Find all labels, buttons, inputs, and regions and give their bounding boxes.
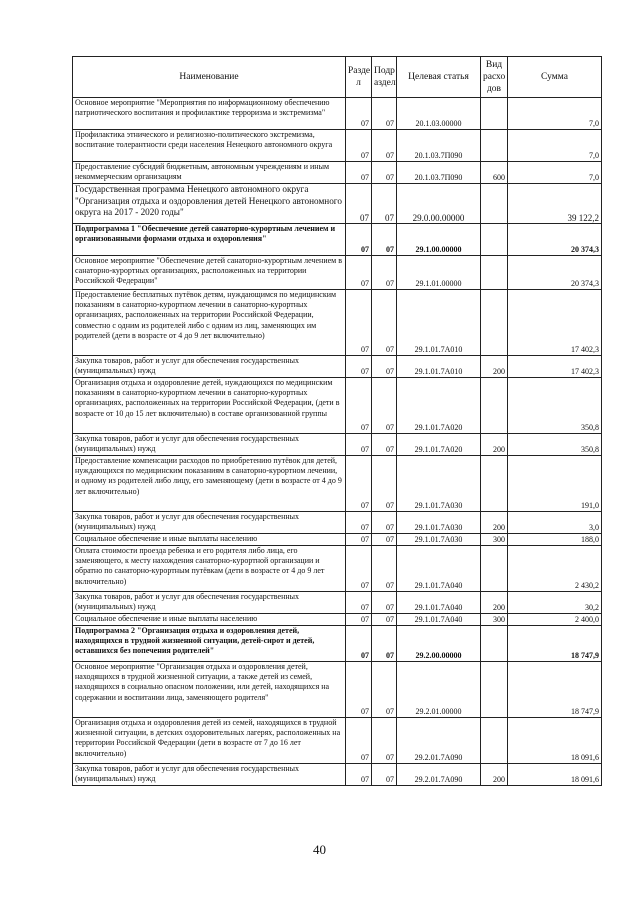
table-row bbox=[73, 626, 602, 662]
table-row bbox=[73, 456, 602, 512]
row-type: 300 bbox=[481, 614, 508, 626]
row-section: 07 bbox=[346, 98, 372, 130]
table-row bbox=[73, 130, 602, 162]
row-target: 29.1.01.7А030 bbox=[397, 512, 481, 534]
row-target: 29.1.01.7А010 bbox=[397, 290, 481, 356]
row-type: 200 bbox=[481, 512, 508, 534]
row-amount: 188,0 bbox=[508, 534, 602, 546]
row-subsection: 07 bbox=[372, 98, 397, 130]
row-section: 07 bbox=[346, 356, 372, 378]
header-subsection: Подр аздел bbox=[372, 57, 397, 98]
row-section: 07 bbox=[346, 130, 372, 162]
row-name: Закупка товаров, работ и услуг для обеспечения государственных (муниципальных) нужд bbox=[73, 434, 346, 456]
row-target: 29.1.01.00000 bbox=[397, 256, 481, 290]
row-subsection: 07 bbox=[372, 434, 397, 456]
row-section: 07 bbox=[346, 614, 372, 626]
row-name: Организация отдыха и оздоровление детей, нуждающихся по медицинским показаниям в санаторно-курортном лечении в санаторно-курортных организациях, расположенных на территории Российской Федерации, (дети в возрасте от 10 до 15 лет включительно) в составе организованной группы bbox=[73, 378, 346, 434]
row-subsection: 07 bbox=[372, 290, 397, 356]
row-section: 07 bbox=[346, 434, 372, 456]
table-row bbox=[73, 534, 602, 546]
table-row bbox=[73, 256, 602, 290]
row-name: Подпрограмма 1 "Обеспечение детей санаторно-курортным лечением и организованными формами отдыха и оздоровления" bbox=[73, 224, 346, 256]
row-target: 29.1.01.7А030 bbox=[397, 456, 481, 512]
row-subsection: 07 bbox=[372, 378, 397, 434]
header-expense-type: Вид расхо дов bbox=[481, 57, 508, 98]
row-name: Основное мероприятие "Мероприятия по информационному обеспечению патриотического воспитания и профилактике терроризма и экстремизма" bbox=[73, 98, 346, 130]
row-target: 29.1.01.7А020 bbox=[397, 434, 481, 456]
row-type: 600 bbox=[481, 162, 508, 184]
table-row bbox=[73, 98, 602, 130]
row-subsection: 07 bbox=[372, 764, 397, 786]
row-amount: 17 402,3 bbox=[508, 290, 602, 356]
row-section: 07 bbox=[346, 534, 372, 546]
row-type: 200 bbox=[481, 356, 508, 378]
row-target: 29.1.01.7А040 bbox=[397, 546, 481, 592]
row-amount: 39 122,2 bbox=[508, 184, 602, 224]
row-subsection: 07 bbox=[372, 718, 397, 764]
row-amount: 20 374,3 bbox=[508, 224, 602, 256]
row-subsection: 07 bbox=[372, 356, 397, 378]
row-type: 300 bbox=[481, 534, 508, 546]
row-name: Организация отдыха и оздоровления детей из семей, находящихся в трудной жизненной ситуации, в детских оздоровительных лагерях, расположенных на территории Российской Федерации (дети в возрасте от 7 до 16 лет включительно) bbox=[73, 718, 346, 764]
row-type bbox=[481, 546, 508, 592]
row-type bbox=[481, 626, 508, 662]
row-name: Закупка товаров, работ и услуг для обеспечения государственных (муниципальных) нужд bbox=[73, 356, 346, 378]
row-target: 20.1.03.7П090 bbox=[397, 130, 481, 162]
table-row bbox=[73, 378, 602, 434]
row-amount: 191,0 bbox=[508, 456, 602, 512]
row-amount: 18 091,6 bbox=[508, 718, 602, 764]
row-subsection: 07 bbox=[372, 592, 397, 614]
row-target: 29.2.01.7А090 bbox=[397, 718, 481, 764]
row-target: 29.1.01.7А020 bbox=[397, 378, 481, 434]
header-name: Наименование bbox=[73, 57, 346, 98]
row-subsection: 07 bbox=[372, 662, 397, 718]
row-section: 07 bbox=[346, 718, 372, 764]
table-row bbox=[73, 356, 602, 378]
row-amount: 20 374,3 bbox=[508, 256, 602, 290]
table-row bbox=[73, 546, 602, 592]
row-type bbox=[481, 98, 508, 130]
row-amount: 2 430,2 bbox=[508, 546, 602, 592]
row-name: Закупка товаров, работ и услуг для обеспечения государственных (муниципальных) нужд bbox=[73, 512, 346, 534]
row-amount: 18 747,9 bbox=[508, 662, 602, 718]
header-section: Разде л bbox=[346, 57, 372, 98]
row-subsection: 07 bbox=[372, 224, 397, 256]
row-amount: 30,2 bbox=[508, 592, 602, 614]
row-type bbox=[481, 290, 508, 356]
row-section: 07 bbox=[346, 378, 372, 434]
row-type: 200 bbox=[481, 592, 508, 614]
row-amount: 2 400,0 bbox=[508, 614, 602, 626]
row-target: 29.1.01.7А010 bbox=[397, 356, 481, 378]
table-row bbox=[73, 434, 602, 456]
row-amount: 7,0 bbox=[508, 98, 602, 130]
row-subsection: 07 bbox=[372, 546, 397, 592]
row-subsection: 07 bbox=[372, 130, 397, 162]
header-amount: Сумма bbox=[508, 57, 602, 98]
header-target: Целевая статья bbox=[397, 57, 481, 98]
row-name: Предоставление бесплатных путёвок детям, нуждающимся по медицинским показаниям в санаторно-курортном лечении в санаторно-курортных организациях, расположенных на территории Российской Федерации, совместно с одним из родителей либо с одним из лиц, заменяющих им родителей (дети в возрасте от 4 до 9 лет включительно) bbox=[73, 290, 346, 356]
row-type bbox=[481, 224, 508, 256]
row-section: 07 bbox=[346, 626, 372, 662]
row-name: Социальное обеспечение и иные выплаты населению bbox=[73, 534, 346, 546]
row-target: 29.2.01.00000 bbox=[397, 662, 481, 718]
row-type: 200 bbox=[481, 764, 508, 786]
row-name: Предоставление компенсации расходов по приобретению путёвок для детей, нуждающихся по медицинским показаниям в санаторно-курортном лечении, и одному из родителей либо лицу, его заменяющему (дети в возрасте от 4 до 9 лет включительно) bbox=[73, 456, 346, 512]
row-section: 07 bbox=[346, 162, 372, 184]
row-subsection: 07 bbox=[372, 456, 397, 512]
row-name: Оплата стоимости проезда ребенка и его родителя либо лица, его заменяющего, к месту нахождения санаторно-курортной организации и обратно по санаторно-курортным путёвкам (дети в возрасте от 4 до 9 лет включительно) bbox=[73, 546, 346, 592]
row-section: 07 bbox=[346, 662, 372, 718]
row-amount: 7,0 bbox=[508, 130, 602, 162]
row-target: 29.1.01.7А040 bbox=[397, 614, 481, 626]
row-type bbox=[481, 456, 508, 512]
row-type bbox=[481, 378, 508, 434]
row-type bbox=[481, 256, 508, 290]
row-name: Основное мероприятие "Организация отдыха и оздоровления детей, находящихся в трудной жизненной ситуации, а также детей из семей, находящихся в социально опасном положении, или детей, находящихся на содержании и воспитании лица, заменяющего родителя" bbox=[73, 662, 346, 718]
row-amount: 18 091,6 bbox=[508, 764, 602, 786]
row-section: 07 bbox=[346, 764, 372, 786]
row-subsection: 07 bbox=[372, 512, 397, 534]
table-row bbox=[73, 184, 602, 224]
row-amount: 7,0 bbox=[508, 162, 602, 184]
row-subsection: 07 bbox=[372, 162, 397, 184]
row-amount: 350,8 bbox=[508, 434, 602, 456]
row-name: Закупка товаров, работ и услуг для обеспечения государственных (муниципальных) нужд bbox=[73, 764, 346, 786]
row-name: Профилактика этнического и религиозно-политического экстремизма, воспитание толерантности среди населения Ненецкого автономного округа bbox=[73, 130, 346, 162]
table-row bbox=[73, 224, 602, 256]
table-row bbox=[73, 718, 602, 764]
row-target: 20.1.03.00000 bbox=[397, 98, 481, 130]
row-type: 200 bbox=[481, 434, 508, 456]
row-target: 29.1.01.7А030 bbox=[397, 534, 481, 546]
row-name: Основное мероприятие "Обеспечение детей санаторно-курортным лечением в санаторно-курортных организациях, расположенных на территории Российской Федерации" bbox=[73, 256, 346, 290]
table-row bbox=[73, 764, 602, 786]
table-row bbox=[73, 162, 602, 184]
table-row bbox=[73, 592, 602, 614]
row-name: Социальное обеспечение и иные выплаты населению bbox=[73, 614, 346, 626]
row-section: 07 bbox=[346, 224, 372, 256]
row-amount: 3,0 bbox=[508, 512, 602, 534]
table-row bbox=[73, 512, 602, 534]
budget-page bbox=[72, 56, 601, 786]
row-name: Государственная программа Ненецкого автономного округа "Организация отдыха и оздоровления детей Ненецкого автономного округа на 2017 - 2020 годы" bbox=[73, 184, 346, 224]
row-target: 29.0.00.00000 bbox=[397, 184, 481, 224]
row-type bbox=[481, 718, 508, 764]
row-name: Закупка товаров, работ и услуг для обеспечения государственных (муниципальных) нужд bbox=[73, 592, 346, 614]
row-section: 07 bbox=[346, 290, 372, 356]
table-row bbox=[73, 662, 602, 718]
row-amount: 350,8 bbox=[508, 378, 602, 434]
row-section: 07 bbox=[346, 456, 372, 512]
row-target: 29.2.00.00000 bbox=[397, 626, 481, 662]
row-section: 07 bbox=[346, 546, 372, 592]
row-target: 29.1.00.00000 bbox=[397, 224, 481, 256]
row-type bbox=[481, 130, 508, 162]
row-section: 07 bbox=[346, 184, 372, 224]
row-section: 07 bbox=[346, 512, 372, 534]
row-target: 29.2.01.7А090 bbox=[397, 764, 481, 786]
row-section: 07 bbox=[346, 592, 372, 614]
budget-table bbox=[72, 56, 602, 786]
table-row bbox=[73, 614, 602, 626]
row-target: 20.1.03.7П090 bbox=[397, 162, 481, 184]
row-subsection: 07 bbox=[372, 184, 397, 224]
table-row bbox=[73, 290, 602, 356]
row-name: Подпрограмма 2 "Организация отдыха и оздоровления детей, находящихся в трудной жизненной ситуации, детей-сирот и детей, оставшихся без попечения родителей" bbox=[73, 626, 346, 662]
row-name: Предоставление субсидий бюджетным, автономным учреждениям и иным некоммерческим организациям bbox=[73, 162, 346, 184]
row-subsection: 07 bbox=[372, 614, 397, 626]
page-number: 40 bbox=[313, 842, 326, 857]
row-subsection: 07 bbox=[372, 626, 397, 662]
row-amount: 18 747,9 bbox=[508, 626, 602, 662]
row-type bbox=[481, 184, 508, 224]
row-subsection: 07 bbox=[372, 256, 397, 290]
row-target: 29.1.01.7А040 bbox=[397, 592, 481, 614]
row-amount: 17 402,3 bbox=[508, 356, 602, 378]
row-type bbox=[481, 662, 508, 718]
row-subsection: 07 bbox=[372, 534, 397, 546]
row-section: 07 bbox=[346, 256, 372, 290]
table-header-row bbox=[73, 57, 602, 98]
